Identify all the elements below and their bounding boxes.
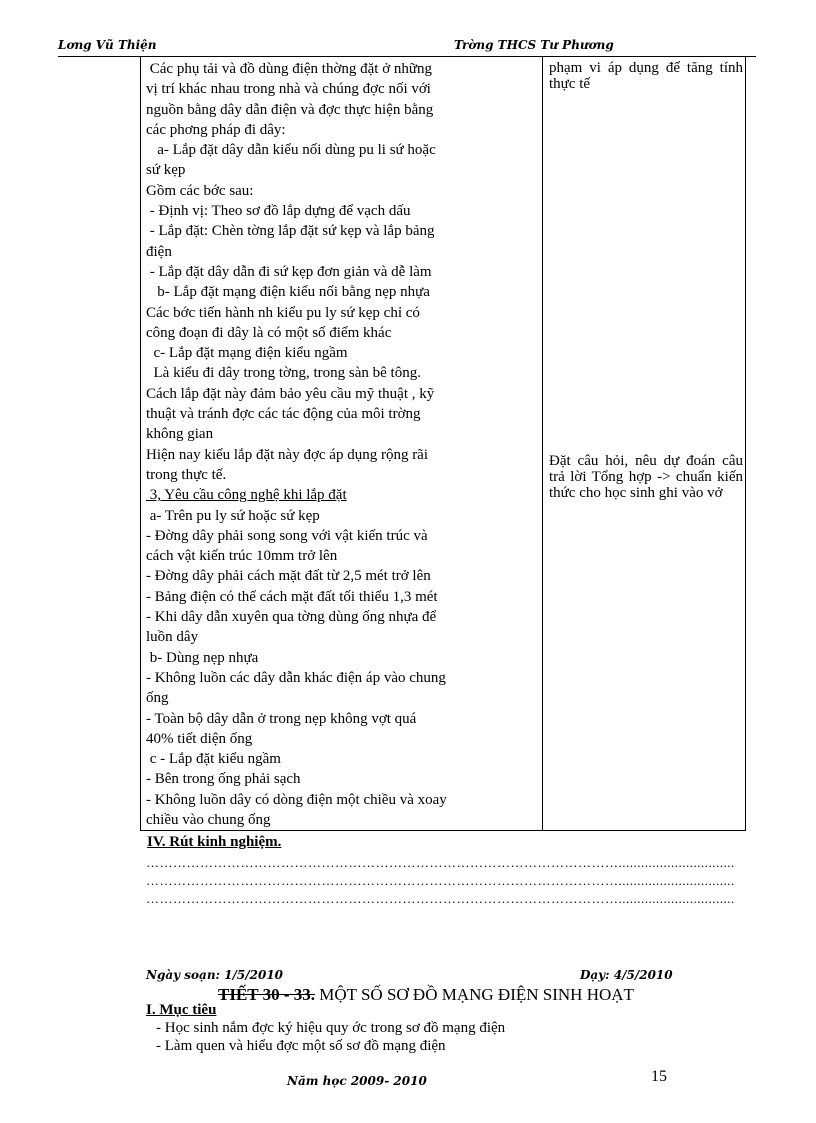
content-line: - Lắp đặt: Chèn tờng lắp đặt sứ kẹp và lắp bảng [146, 223, 435, 240]
content-line: - Định vị: Theo sơ đồ lắp dựng để vạch dấu [146, 203, 411, 220]
content-column [146, 59, 538, 830]
content-line: Là kiểu đi dây trong tờng, trong sàn bê tông. [146, 365, 421, 382]
page-number: 15 [651, 1068, 667, 1085]
prep-date: Ngày soạn: 1/5/2010 [146, 968, 284, 982]
content-line: - Khi dây dẫn xuyên qua tờng dùng ống nhựa để [146, 609, 437, 626]
content-line: Cách lắp đặt này đảm bảo yêu cầu mỹ thuật , kỹ [146, 385, 435, 402]
experience-title: IV. Rút kinh nghiệm. [147, 834, 282, 850]
content-line: - Không luồn dây có dòng điện một chiều và xoay [146, 791, 447, 808]
lesson-table [140, 56, 746, 831]
school-year: Năm học 2009- 2010 [287, 1074, 427, 1088]
lesson-heading [218, 985, 634, 1005]
content-line: c- Lắp đặt mạng điện kiểu ngầm [146, 345, 348, 362]
content-line: - Lắp đặt dây dẫn đi sứ kẹp đơn giản và dễ làm [146, 263, 432, 280]
content-line: nguồn bằng dây dẫn điện và đợc thực hiện bằng [146, 101, 434, 118]
content-line: - Bảng điện có thể cách mặt đất tối thiểu 1,3 mét [146, 588, 438, 605]
content-line: - Không luồn các dây dẫn khác điện áp vào chung [146, 669, 446, 686]
content-line: a- Lắp đặt dây dẫn kiểu nối dùng pu li sứ hoặc [146, 142, 436, 159]
content-line: ống [146, 690, 169, 707]
teach-date: Dạy: 4/5/2010 [580, 968, 673, 982]
school-name: Trờng THCS Tư Phương [454, 38, 614, 52]
content-line: - Toàn bộ dây dẫn ở trong nẹp không vợt quá [146, 710, 417, 727]
content-line: không gian [146, 426, 214, 443]
activity-note-scope: phạm vi áp dụng để tăng tính thực tế [549, 60, 743, 92]
page-header [58, 38, 756, 57]
content-line: - Đờng dây phải song song với vật kiến trúc và [146, 527, 428, 544]
content-line: 40% tiết diện ống [146, 730, 253, 747]
content-line: sứ kẹp [146, 162, 186, 179]
content-line: b- Dùng nẹp nhựa [146, 649, 259, 666]
activity-note-questions: Đặt câu hỏi, nêu dự đoán câu trả lời Tổng hợp -> chuẩn kiến thức cho học sinh ghi vào vở [549, 453, 743, 501]
content-line: b- Lắp đặt mạng điện kiểu nối bằng nẹp nhựa [146, 284, 430, 301]
author-name: Lơng Vũ Thiện [58, 38, 157, 52]
content-line: Các phụ tải và đồ dùng điện thờng đặt ở những [146, 61, 433, 77]
objectives-list [156, 1019, 505, 1055]
section-title: I. Mục tiêu [146, 1002, 217, 1018]
content-line: 3, Yêu cầu công nghệ khi lắp đặt [146, 487, 347, 504]
dotted-line-3: ……………………………………………………………………………………………............................... [146, 892, 735, 906]
lesson-number: TIẾT 30 - 33. [218, 985, 315, 1004]
content-line: vị trí khác nhau trong nhà và chúng đợc nối với [146, 81, 431, 98]
lesson-title: MỘT SỐ SƠ ĐỒ MẠNG ĐIỆN SINH HOẠT [315, 985, 634, 1004]
dotted-line-2: ……………………………………………………………………………………………............................... [146, 874, 735, 888]
content-line: các phơng pháp đi dây: [146, 121, 286, 138]
content-line: điện [146, 243, 172, 260]
content-line: Gồm các bớc sau: [146, 182, 254, 199]
content-line: luồn dây [146, 629, 199, 646]
content-line: Các bớc tiến hành nh kiểu pu ly sứ kẹp chỉ có [146, 304, 420, 321]
content-line: chiều vào chung ống [146, 811, 271, 828]
content-line: cách vật kiến trúc 10mm trở lên [146, 548, 338, 565]
content-line: thuật và tránh đợc các tác động của môi trờng [146, 406, 421, 423]
content-line: a- Trên pu ly sứ hoặc sứ kẹp [146, 507, 320, 524]
content-line: - Bên trong ống phải sạch [146, 771, 301, 788]
content-line: trong thực tế. [146, 466, 227, 483]
content-line: công đoạn đi dây là có một số điểm khác [146, 324, 392, 341]
column-divider [542, 57, 543, 830]
content-line: c - Lắp đặt kiểu ngầm [146, 751, 281, 768]
content-line: - Đờng dây phải cách mặt đất từ 2,5 mét trở lên [146, 568, 431, 585]
dotted-line-1: ……………………………………………………………………………………………............................... [146, 856, 735, 870]
objective-item: - Học sinh nắm đợc ký hiệu quy ớc trong sơ đồ mạng điện [156, 1020, 506, 1036]
objective-item: - Làm quen và hiểu đợc một số sơ đồ mạng điện [156, 1038, 446, 1054]
content-line: Hiện nay kiểu lắp đặt này đợc áp dụng rộng rãi [146, 446, 429, 463]
